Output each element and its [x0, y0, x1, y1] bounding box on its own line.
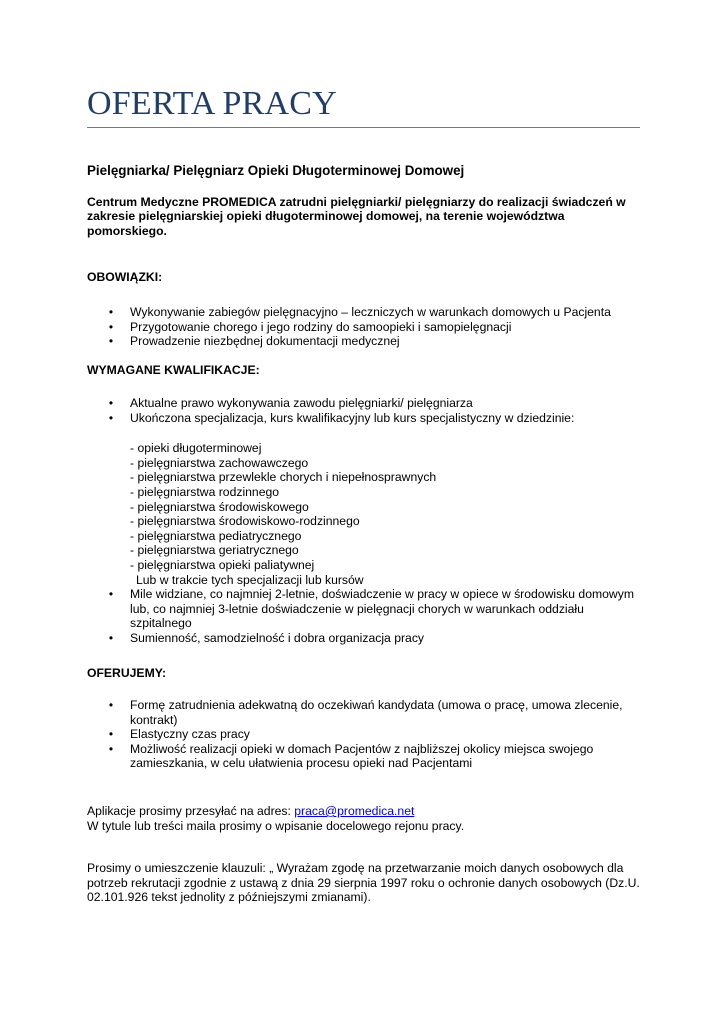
- bullet-icon: •: [108, 334, 114, 349]
- list-item: • Elastyczny czas pracy: [87, 727, 642, 742]
- bullet-icon: •: [108, 587, 114, 602]
- specialization-item: - opieki długoterminowej: [130, 441, 262, 456]
- application-note: W tytule lub treści maila prosimy o wpisanie docelowego rejonu pracy.: [87, 818, 465, 833]
- job-subtitle: Pielęgniarka/ Pielęgniarz Opieki Długoterminowej Domowej: [87, 163, 465, 178]
- list-item: • Aktualne prawo wykonywania zawodu pielęgniarki/ pielęgniarza: [87, 396, 642, 411]
- specialization-item: - pielęgniarstwa opieki paliatywnej: [130, 557, 315, 572]
- bullet-icon: •: [108, 410, 114, 425]
- list-item: • Ukończona specjalizacja, kurs kwalifikacyjny lub kurs specjalistyczny w dziedzinie: - opieki długoterminowej - pielęgniarstwa zachowawczego - pielęgniarstwa przewlekle chorych i niepełnosprawnych - pielęgniarstwa rodzinnego - pielęgniarstwa środowiskowego - pielęgniarstwa środowiskowo-rodzinnego - pielęgniarstwa pediatrycznego - pielęgniarstwa geriatrycznego - pielęgniarstwa opieki paliatywnej Lub w trakcie tych specjalizacji lub kursów: [87, 411, 642, 588]
- duties-list: [87, 305, 642, 349]
- title-underline: [87, 127, 640, 128]
- bullet-icon: •: [108, 630, 114, 645]
- bullet-icon: •: [108, 741, 114, 756]
- list-item: • Sumienność, samodzielność i dobra organizacja pracy: [87, 631, 642, 646]
- specialization-item: - pielęgniarstwa przewlekle chorych i niepełnosprawnych: [130, 470, 437, 485]
- specialization-item: - pielęgniarstwa środowiskowo-rodzinnego: [130, 514, 360, 529]
- consent-clause: Prosimy o umieszczenie klauzuli: „ Wyrażam zgodę na przetwarzanie moich danych osobowych dla potrzeb rekrutacji zgodnie z ustawą z dnia 29 sierpnia 1997 roku o ochronie danych osobowych (Dz.U. 02.101.926 tekst jednolity z późniejszymi zmianami).: [87, 861, 640, 905]
- offer-heading: OFERUJEMY:: [87, 666, 166, 680]
- list-item: • Prowadzenie niezbędnej dokumentacji medycznej: [87, 334, 642, 349]
- duties-heading: OBOWIĄZKI:: [87, 270, 163, 284]
- email-link[interactable]: praca@promedica.net: [294, 804, 415, 818]
- list-item: • Wykonywanie zabiegów pielęgnacyjno – leczniczych w warunkach domowych u Pacjenta: [87, 305, 642, 320]
- list-item: • Formę zatrudnienia adekwatną do oczekiwań kandydata (umowa o pracę, umowa zlecenie, kontrakt): [87, 698, 642, 727]
- bullet-icon: •: [108, 727, 114, 742]
- specialization-item: - pielęgniarstwa środowiskowego: [130, 499, 309, 514]
- qualifications-heading: WYMAGANE KWALIFIKACJE:: [87, 363, 260, 377]
- bullet-icon: •: [108, 396, 114, 410]
- specialization-item: - pielęgniarstwa zachowawczego: [130, 455, 309, 470]
- page-title: OFERTA PRACY: [87, 85, 337, 122]
- specialization-item: - pielęgniarstwa pediatrycznego: [130, 528, 302, 543]
- bullet-icon: •: [108, 698, 114, 712]
- list-item: • Przygotowanie chorego i jego rodziny do samoopieki i samopielęgnacji: [87, 320, 642, 335]
- intro-paragraph: Centrum Medyczne PROMEDICA zatrudni pielęgniarki/ pielęgniarzy do realizacji świadczeń w zakresie pielęgniarskiej opieki długoterminowej domowej, na terenie województwa pomorskiego.: [87, 195, 626, 238]
- offer-list: [87, 698, 642, 771]
- specialization-item: - pielęgniarstwa rodzinnego: [130, 484, 280, 499]
- bullet-icon: •: [108, 319, 114, 334]
- list-item: • Mile widziane, co najmniej 2-letnie, doświadczenie w pracy w opiece w środowisku domowym lub, co najmniej 3-letnie doświadczenie w pielęgnacji chorych w warunkach oddziału szpitalnego: [87, 587, 642, 631]
- trainee-note: Lub w trakcie tych specjalizacji lub kursów: [136, 572, 364, 587]
- application-prefix: Aplikacje prosimy przesyłać na adres:: [87, 804, 295, 818]
- list-item: • Możliwość realizacji opieki w domach Pacjentów z najbliższej okolicy miejsca swojego zamieszkania, w celu ułatwienia procesu opieki nad Pacjentami: [87, 742, 642, 771]
- specializations-list: [130, 441, 642, 572]
- application-info: [87, 804, 642, 833]
- qualifications-list: [87, 396, 642, 646]
- specialization-item: - pielęgniarstwa geriatrycznego: [130, 543, 299, 558]
- bullet-icon: •: [108, 305, 114, 319]
